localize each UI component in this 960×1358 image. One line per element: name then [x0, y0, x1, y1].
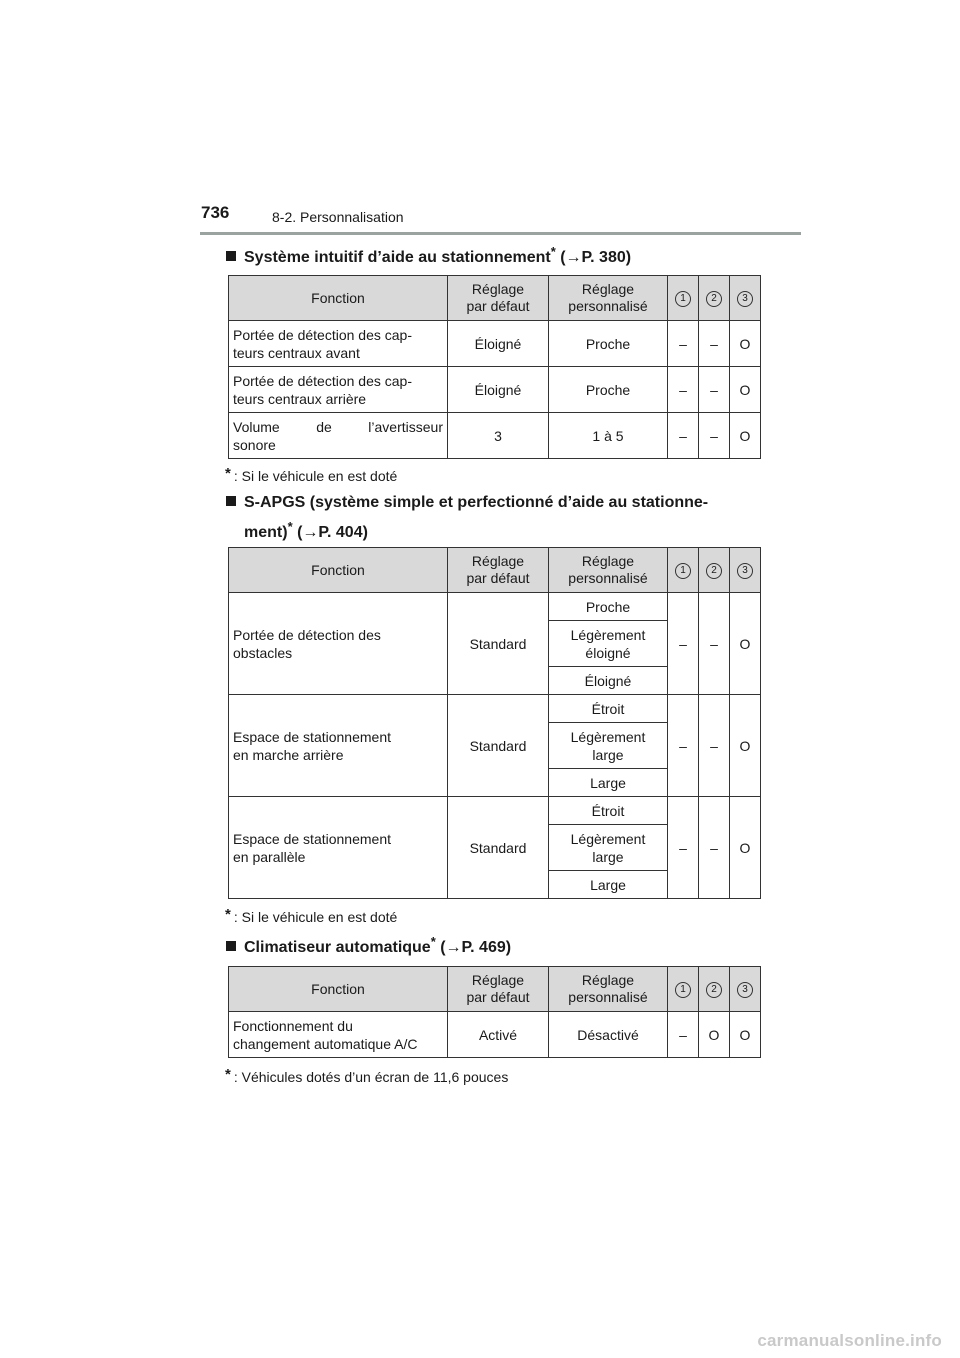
section-title-sapgs: S-APGS (système simple et perfectionné d’aide au stationne- ment)* (→P. 404) — [226, 491, 750, 545]
section-title-parking-aid: Système intuitif d’aide au stationnement* (→P. 380) — [226, 240, 631, 270]
circled-number-2-icon: 2 — [706, 563, 722, 579]
table-row: Éloigné — [229, 667, 761, 695]
table-row: Espace de stationnement en marche arrière Standard Étroit – – O — [229, 695, 761, 723]
table-row: Large — [229, 769, 761, 797]
table-row: Légèrement large — [229, 825, 761, 871]
section-title-climate: Climatiseur automatique* (→P. 469) — [226, 930, 511, 960]
circled-number-2-icon: 2 — [706, 291, 722, 307]
circled-number-3-icon: 3 — [737, 291, 753, 307]
table-row: Portée de détection des obstacles Standard Proche – – O — [229, 593, 761, 621]
page-number: 736 — [201, 203, 230, 222]
table-row: Portée de détection des cap- teurs centraux arrière Éloigné Proche – – O — [229, 367, 761, 413]
table-row: Volume de l’avertisseur sonore 3 1 à 5 – – O — [229, 413, 761, 459]
table-parking-aid — [228, 275, 761, 459]
page-header — [0, 0, 960, 240]
circled-number-2-icon: 2 — [706, 982, 722, 998]
chapter-title: 8-2. Personnalisation — [272, 209, 404, 225]
circled-number-1-icon: 1 — [675, 982, 691, 998]
square-bullet-icon — [226, 941, 236, 951]
asterisk-icon: * — [225, 465, 231, 482]
table-row: Large — [229, 871, 761, 899]
circled-number-3-icon: 3 — [737, 982, 753, 998]
square-bullet-icon — [226, 496, 236, 506]
asterisk-icon: * — [225, 906, 231, 923]
footnote-1: * : Si le véhicule en est doté — [225, 465, 398, 484]
table-row: Portée de détection des cap- teurs centraux avant Éloigné Proche – – O — [229, 321, 761, 367]
table-row: Légèrement éloigné — [229, 621, 761, 667]
table-row: Légèrement large — [229, 723, 761, 769]
table-sapgs — [228, 547, 761, 899]
table-row: Espace de stationnement en parallèle Standard Étroit – – O — [229, 797, 761, 825]
table-row: Fonctionnement du changement automatique A/C Activé Désactivé – O O — [229, 1012, 761, 1058]
circled-number-1-icon: 1 — [675, 563, 691, 579]
table-header-row: Fonction Réglage par défaut Réglage personnalisé 1 2 3 — [229, 548, 761, 593]
circled-number-3-icon: 3 — [737, 563, 753, 579]
table-header-row: Fonction Réglage par défaut Réglage personnalisé 1 2 3 — [229, 967, 761, 1012]
square-bullet-icon — [226, 251, 236, 261]
footnote-2: * : Si le véhicule en est doté — [225, 906, 398, 925]
circled-number-1-icon: 1 — [675, 291, 691, 307]
asterisk-icon: * — [225, 1066, 231, 1083]
header-rule — [200, 232, 801, 235]
footnote-3: * : Véhicules dotés d’un écran de 11,6 pouces — [225, 1066, 509, 1085]
watermark: carmanualsonline.info — [757, 1331, 942, 1350]
table-header-row: Fonction Réglage par défaut Réglage personnalisé 1 2 3 — [229, 276, 761, 321]
table-climate — [228, 966, 761, 1058]
